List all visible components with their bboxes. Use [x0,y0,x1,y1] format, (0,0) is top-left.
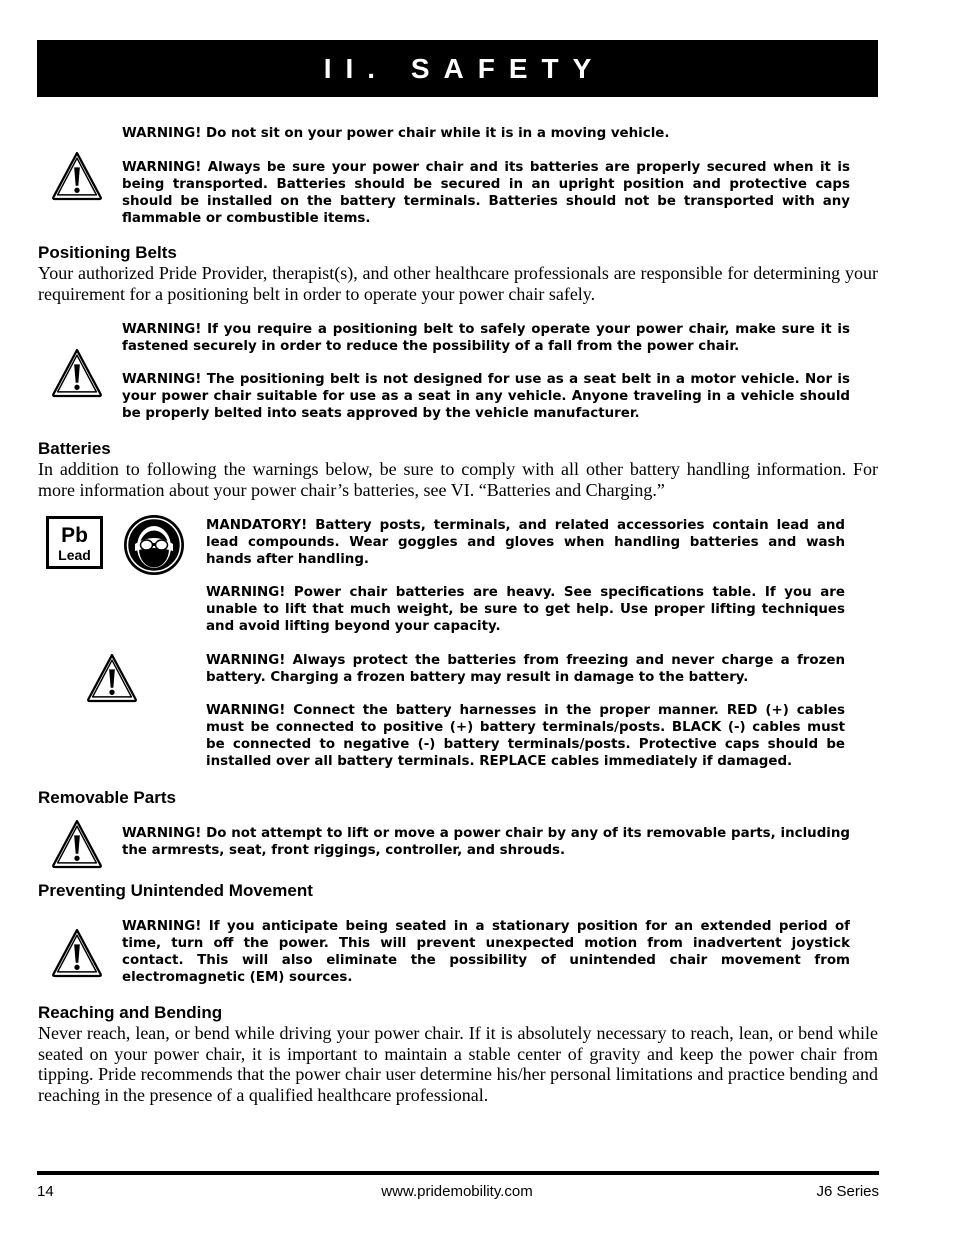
warning-text: WARNING! Do not sit on your power chair while it is in a moving vehicle. [122,126,670,141]
warning-triangle-icon [50,347,104,398]
body-paragraph: Never reach, lean, or bend while driving your power chair. If it is absolutely necessary to reach, lean, or bend while seated on your power chair, it is important to maintain a stable center of gravity and keep the power chair from tipping. Pride recommends that the power chair user determine his/her personal limitations and practice bending and reaching in the presence of a qualified healthcare professional. [38,1023,878,1105]
warning-triangle-icon [85,652,139,703]
body-paragraph: Your authorized Pride Provider, therapist(s), and other healthcare professionals are responsible for determining your requirement for a positioning belt in order to operate your power chair safely. [38,263,878,304]
section-title: II. SAFETY [323,52,606,84]
warning-text: WARNING! If you anticipate being seated in a stationary position for an extended period of time, turn off the power. This will prevent unexpected motion from inadvertent joystick contact. This will also eliminate the possibility of unintended chair movement from electromagnetic (EM) sources. [122,919,850,985]
warning-text: WARNING! Always be sure your power chair and its batteries are properly secured when it is being transported. Batteries should be secured in an upright position and protective caps should be installed on the battery terminals. Batteries should not be transported with any flammable or combustible items. [122,160,850,226]
lead-hazard-icon [46,516,103,569]
page-number: 14 [37,1183,54,1200]
warning-triangle-icon [50,150,104,201]
warning-text: WARNING! The positioning belt is not designed for use as a seat belt in a motor vehicle. Nor is your power chair suitable for use as a seat in any vehicle. Anyone traveling in a vehicle should be properly belted into seats approved by the vehicle manufacturer. [122,372,850,421]
warning-text: WARNING! Power chair batteries are heavy. See specifications table. If you are unable to lift that much weight, be sure to get help. Use proper lifting techniques and avoid lifting beyond your capacity. [206,585,845,634]
section-banner [37,40,878,97]
lead-name: Lead [58,547,91,563]
footer-series: J6 Series [816,1183,879,1200]
section-heading: Removable Parts [38,788,176,807]
warning-text: WARNING! Connect the battery harnesses in the proper manner. RED (+) cables must be connected to positive (+) battery terminals/posts. BLACK (-) cables must be connected to negative (-) battery terminals/posts. Protective caps should be installed over all battery terminals. REPLACE cables immediately if damaged. [206,703,845,769]
warning-text: WARNING! Do not attempt to lift or move a power chair by any of its removable parts, including the armrests, seat, front riggings, controller, and shrouds. [122,826,850,858]
section-heading: Preventing Unintended Movement [38,881,313,900]
section-heading: Reaching and Bending [38,1003,223,1022]
section-heading: Positioning Belts [38,243,177,262]
lead-symbol: Pb [61,524,88,547]
wear-goggles-icon [123,514,185,576]
warning-triangle-icon [50,927,104,978]
footer-url: www.pridemobility.com [381,1183,533,1200]
body-paragraph: In addition to following the warnings below, be sure to comply with all other battery handling information. For more information about your power chair’s batteries, see VI. “Batteries and Charging.” [38,459,878,500]
warning-text: WARNING! If you require a positioning belt to safely operate your power chair, make sure it is fastened securely in order to reduce the possibility of a fall from the power chair. [122,322,850,354]
mandatory-text: MANDATORY! Battery posts, terminals, and related accessories contain lead and lead compounds. Wear goggles and gloves when handling batteries and wash hands after handling. [206,518,845,567]
section-heading: Batteries [38,439,111,458]
warning-text: WARNING! Always protect the batteries from freezing and never charge a frozen battery. Charging a frozen battery may result in damage to the battery. [206,653,845,685]
footer-rule [37,1171,879,1175]
warning-triangle-icon [50,818,104,869]
